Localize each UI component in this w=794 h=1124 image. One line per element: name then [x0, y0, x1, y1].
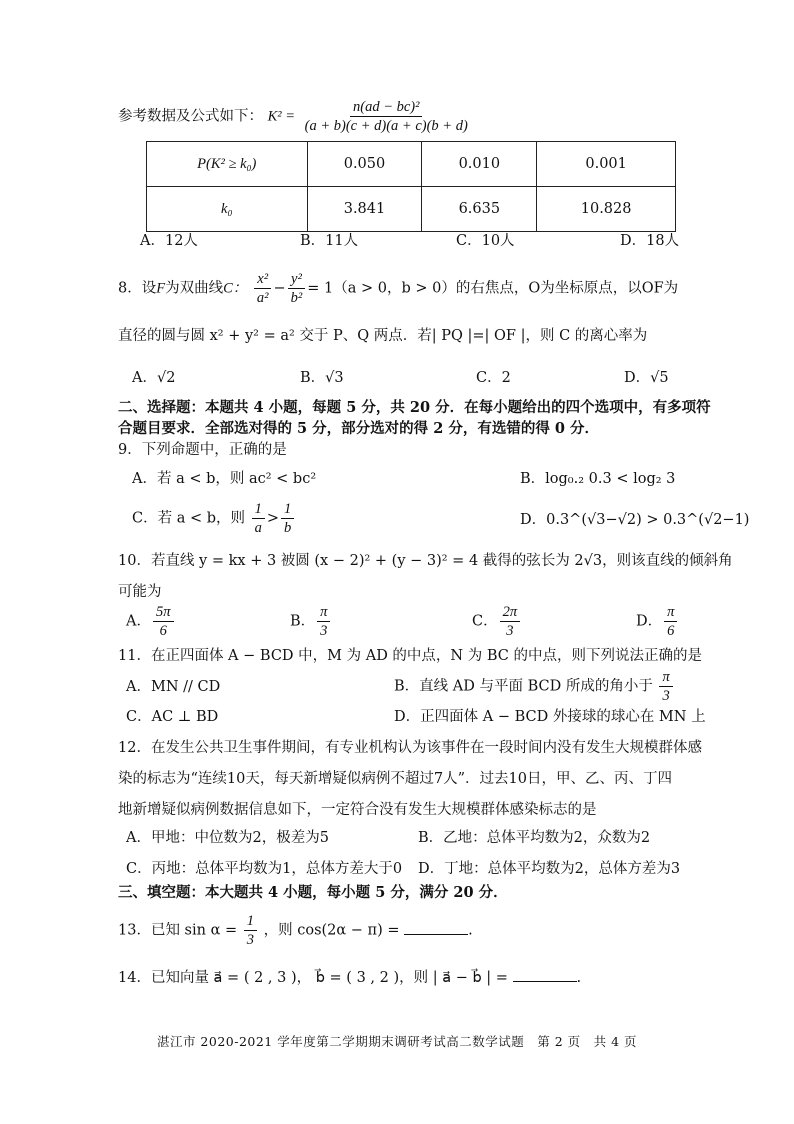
- q12-option-a: A．甲地：中位数为2，极差为5: [126, 830, 329, 846]
- q7-option-b: B．11人: [300, 233, 359, 249]
- q10-frac-den: 3: [506, 623, 514, 639]
- section3-heading: 三、填空题：本大题共 4 小题，每小题 5 分，满分 20 分．: [118, 884, 508, 901]
- q10-frac-num: 2π: [500, 603, 521, 622]
- q8-option-b: B．√3: [300, 370, 344, 386]
- reference-line: [118, 98, 473, 135]
- q10-frac-den: 6: [159, 623, 167, 639]
- q9-option-a: A．若 a < b，则 ac² < bc²: [132, 471, 317, 487]
- q10-fraction: [317, 603, 330, 640]
- q12-line2: 染的标志为“连续10天，每天新增疑似病例不超过7人”．过去10日，甲、乙、丙、丁四: [118, 771, 672, 787]
- q8-frac-den: b²: [290, 290, 303, 306]
- q9-frac-num: 1: [281, 500, 294, 519]
- q8-option-c: C．2: [476, 370, 511, 386]
- q9-option-c-text: C．若 a < b，则: [132, 510, 245, 527]
- q13-line: [118, 912, 473, 949]
- q10-line1: 10．若直线 y = kx + 3 被圆 (x − 2)² + (y − 3)² = 4 截得的弦长为 2√3，则该直线的倾斜角: [118, 553, 733, 569]
- formula-denominator: (a + b)(c + d)(a + c)(b + d): [304, 118, 468, 134]
- q8-minus: −: [273, 280, 286, 297]
- q10-option-label: C．: [472, 613, 498, 630]
- table-cell: 10.828: [537, 187, 676, 232]
- q10-frac-den: 3: [320, 623, 328, 639]
- table-row: [147, 187, 676, 232]
- q13-answer-blank: [404, 920, 468, 935]
- q7-option-d: D．18人: [620, 233, 680, 249]
- q8-var-f: F: [156, 280, 166, 297]
- q14-text: 14．已知向量 a⃗ = ( 2 , 3 )， b⃗ = ( 3 , 2 )，则 | a⃗ − b⃗ | =: [118, 970, 508, 986]
- q8-frac-num: y²: [288, 270, 305, 289]
- q13-end: .: [468, 922, 473, 939]
- section2-heading-line2: 合题目要求．全部选对得的 5 分，部分选对的得 2 分，有选错的得 0 分．: [118, 420, 600, 437]
- q12-line1: 12．在发生公共卫生事件期间，有专业机构认为该事件在一段时间内没有发生大规模群体感: [118, 740, 702, 756]
- q8-option-a: A．√2: [132, 370, 176, 386]
- q8-frac-num: x²: [254, 270, 271, 289]
- page-footer: 湛江市 2020-2021 学年度第二学期期末调研考试高二数学试题 第 2 页 共 4 页: [156, 1034, 638, 1049]
- q9-option-d: D．0.3^(√3−√2) > 0.3^(√2−1): [520, 512, 750, 528]
- q12-line3: 地新增疑似病例数据信息如下，一定符合没有发生大规模群体感染标志的是: [118, 802, 597, 818]
- q10-frac-num: 5π: [153, 603, 174, 622]
- q9-gt: >: [266, 510, 280, 527]
- q11-fraction: [659, 668, 672, 705]
- q11-option-d: D．正四面体 A − BCD 外接球的球心在 MN 上: [394, 709, 706, 725]
- q8-text: 8．设: [118, 280, 157, 297]
- q11-option-c: C．AC ⊥ BD: [126, 709, 219, 725]
- q11-frac-num: π: [659, 668, 672, 687]
- q10-option-a: [126, 603, 176, 640]
- formula-numerator: n(ad − bc)²: [350, 98, 422, 117]
- q9-option-c: [132, 500, 296, 537]
- q11-frac-den: 3: [662, 688, 670, 704]
- q13-frac-num: 1: [244, 912, 257, 931]
- reference-label: 参考数据及公式如下：: [118, 108, 263, 125]
- critical-value-table: [146, 141, 676, 232]
- q8-option-d: D．√5: [624, 370, 669, 386]
- table-cell: P(K² ≥ k₀): [147, 142, 308, 187]
- q9-frac-den: a: [254, 520, 262, 536]
- q11-stem: 11．在正四面体 A − BCD 中，M 为 AD 的中点，N 为 BC 的中点，则下列说法正确的是: [118, 648, 702, 664]
- q8-frac-den: a²: [256, 290, 269, 306]
- q14-end: .: [576, 970, 582, 986]
- q13-frac-den: 3: [246, 932, 254, 948]
- q7-option-c: C．10人: [456, 233, 515, 249]
- q9-frac-den: b: [284, 520, 292, 536]
- q14-line: [118, 967, 581, 988]
- q10-fraction: [500, 603, 521, 640]
- q10-option-label: A．: [126, 613, 151, 630]
- q10-frac-num: π: [317, 603, 330, 622]
- formula-fraction: [302, 98, 471, 135]
- q11-option-b-text: B．直线 AD 与平面 BCD 所成的角小于: [394, 678, 653, 695]
- q10-option-c: [472, 603, 522, 640]
- q9-fraction-1b: [281, 500, 294, 537]
- q12-option-d: D．丁地：总体平均数为2，总体方差为3: [418, 861, 681, 877]
- q14-answer-blank: [513, 967, 577, 982]
- q10-frac-den: 6: [667, 623, 675, 639]
- q9-frac-num: 1: [252, 500, 265, 519]
- table-row: [147, 142, 676, 187]
- table-cell: 0.010: [422, 142, 537, 187]
- q9-option-b: B．log₀.₂ 0.3 < log₂ 3: [520, 471, 676, 487]
- q13-text: 13．已知 sin α =: [118, 922, 238, 939]
- q8-line2: 直径的圆与圆 x² + y² = a² 交于 P、Q 两点．若| PQ |=| OF |，则 C 的离心率为: [118, 328, 648, 344]
- q12-option-c: C．丙地：总体平均数为1，总体方差大于0: [126, 861, 403, 877]
- q13-text: ，则 cos(2α − π) =: [263, 922, 400, 939]
- q7-option-a: A．12人: [140, 233, 198, 249]
- q10-option-b: [290, 603, 332, 640]
- q8-var-c: C：: [223, 280, 248, 297]
- q10-option-label: D．: [636, 613, 663, 630]
- section2-heading-line1: 二、选择题：本题共 4 小题，每题 5 分，共 20 分．在每小题给出的四个选项中，有多项符: [118, 399, 711, 416]
- q13-fraction: [244, 912, 257, 949]
- q11-option-a: A．MN // CD: [126, 679, 221, 695]
- table-cell: 6.635: [422, 187, 537, 232]
- q8-text: 为双曲线: [165, 280, 224, 297]
- q10-fraction: [153, 603, 174, 640]
- q12-option-b: B．乙地：总体平均数为2，众数为2: [418, 830, 651, 846]
- q10-frac-num: π: [664, 603, 677, 622]
- q8-fraction-x: [254, 270, 272, 307]
- q10-option-d: [636, 603, 679, 640]
- q8-text: = 1（a > 0，b > 0）的右焦点，O为坐标原点，以OF为: [307, 280, 679, 297]
- table-cell: 3.841: [307, 187, 422, 232]
- table-cell: k₀: [147, 187, 308, 232]
- q10-line2: 可能为: [118, 584, 162, 600]
- q9-fraction-1a: [252, 500, 265, 537]
- table-cell: 0.050: [307, 142, 422, 187]
- q8-line1: [118, 270, 678, 307]
- formula-lhs: K² =: [267, 108, 296, 125]
- q9-stem: 9．下列命题中，正确的是: [118, 442, 287, 458]
- q8-fraction-y: [288, 270, 306, 307]
- q10-option-label: B．: [290, 613, 316, 630]
- q10-fraction: [664, 603, 677, 640]
- q11-option-b: [394, 668, 675, 705]
- table-cell: 0.001: [537, 142, 676, 187]
